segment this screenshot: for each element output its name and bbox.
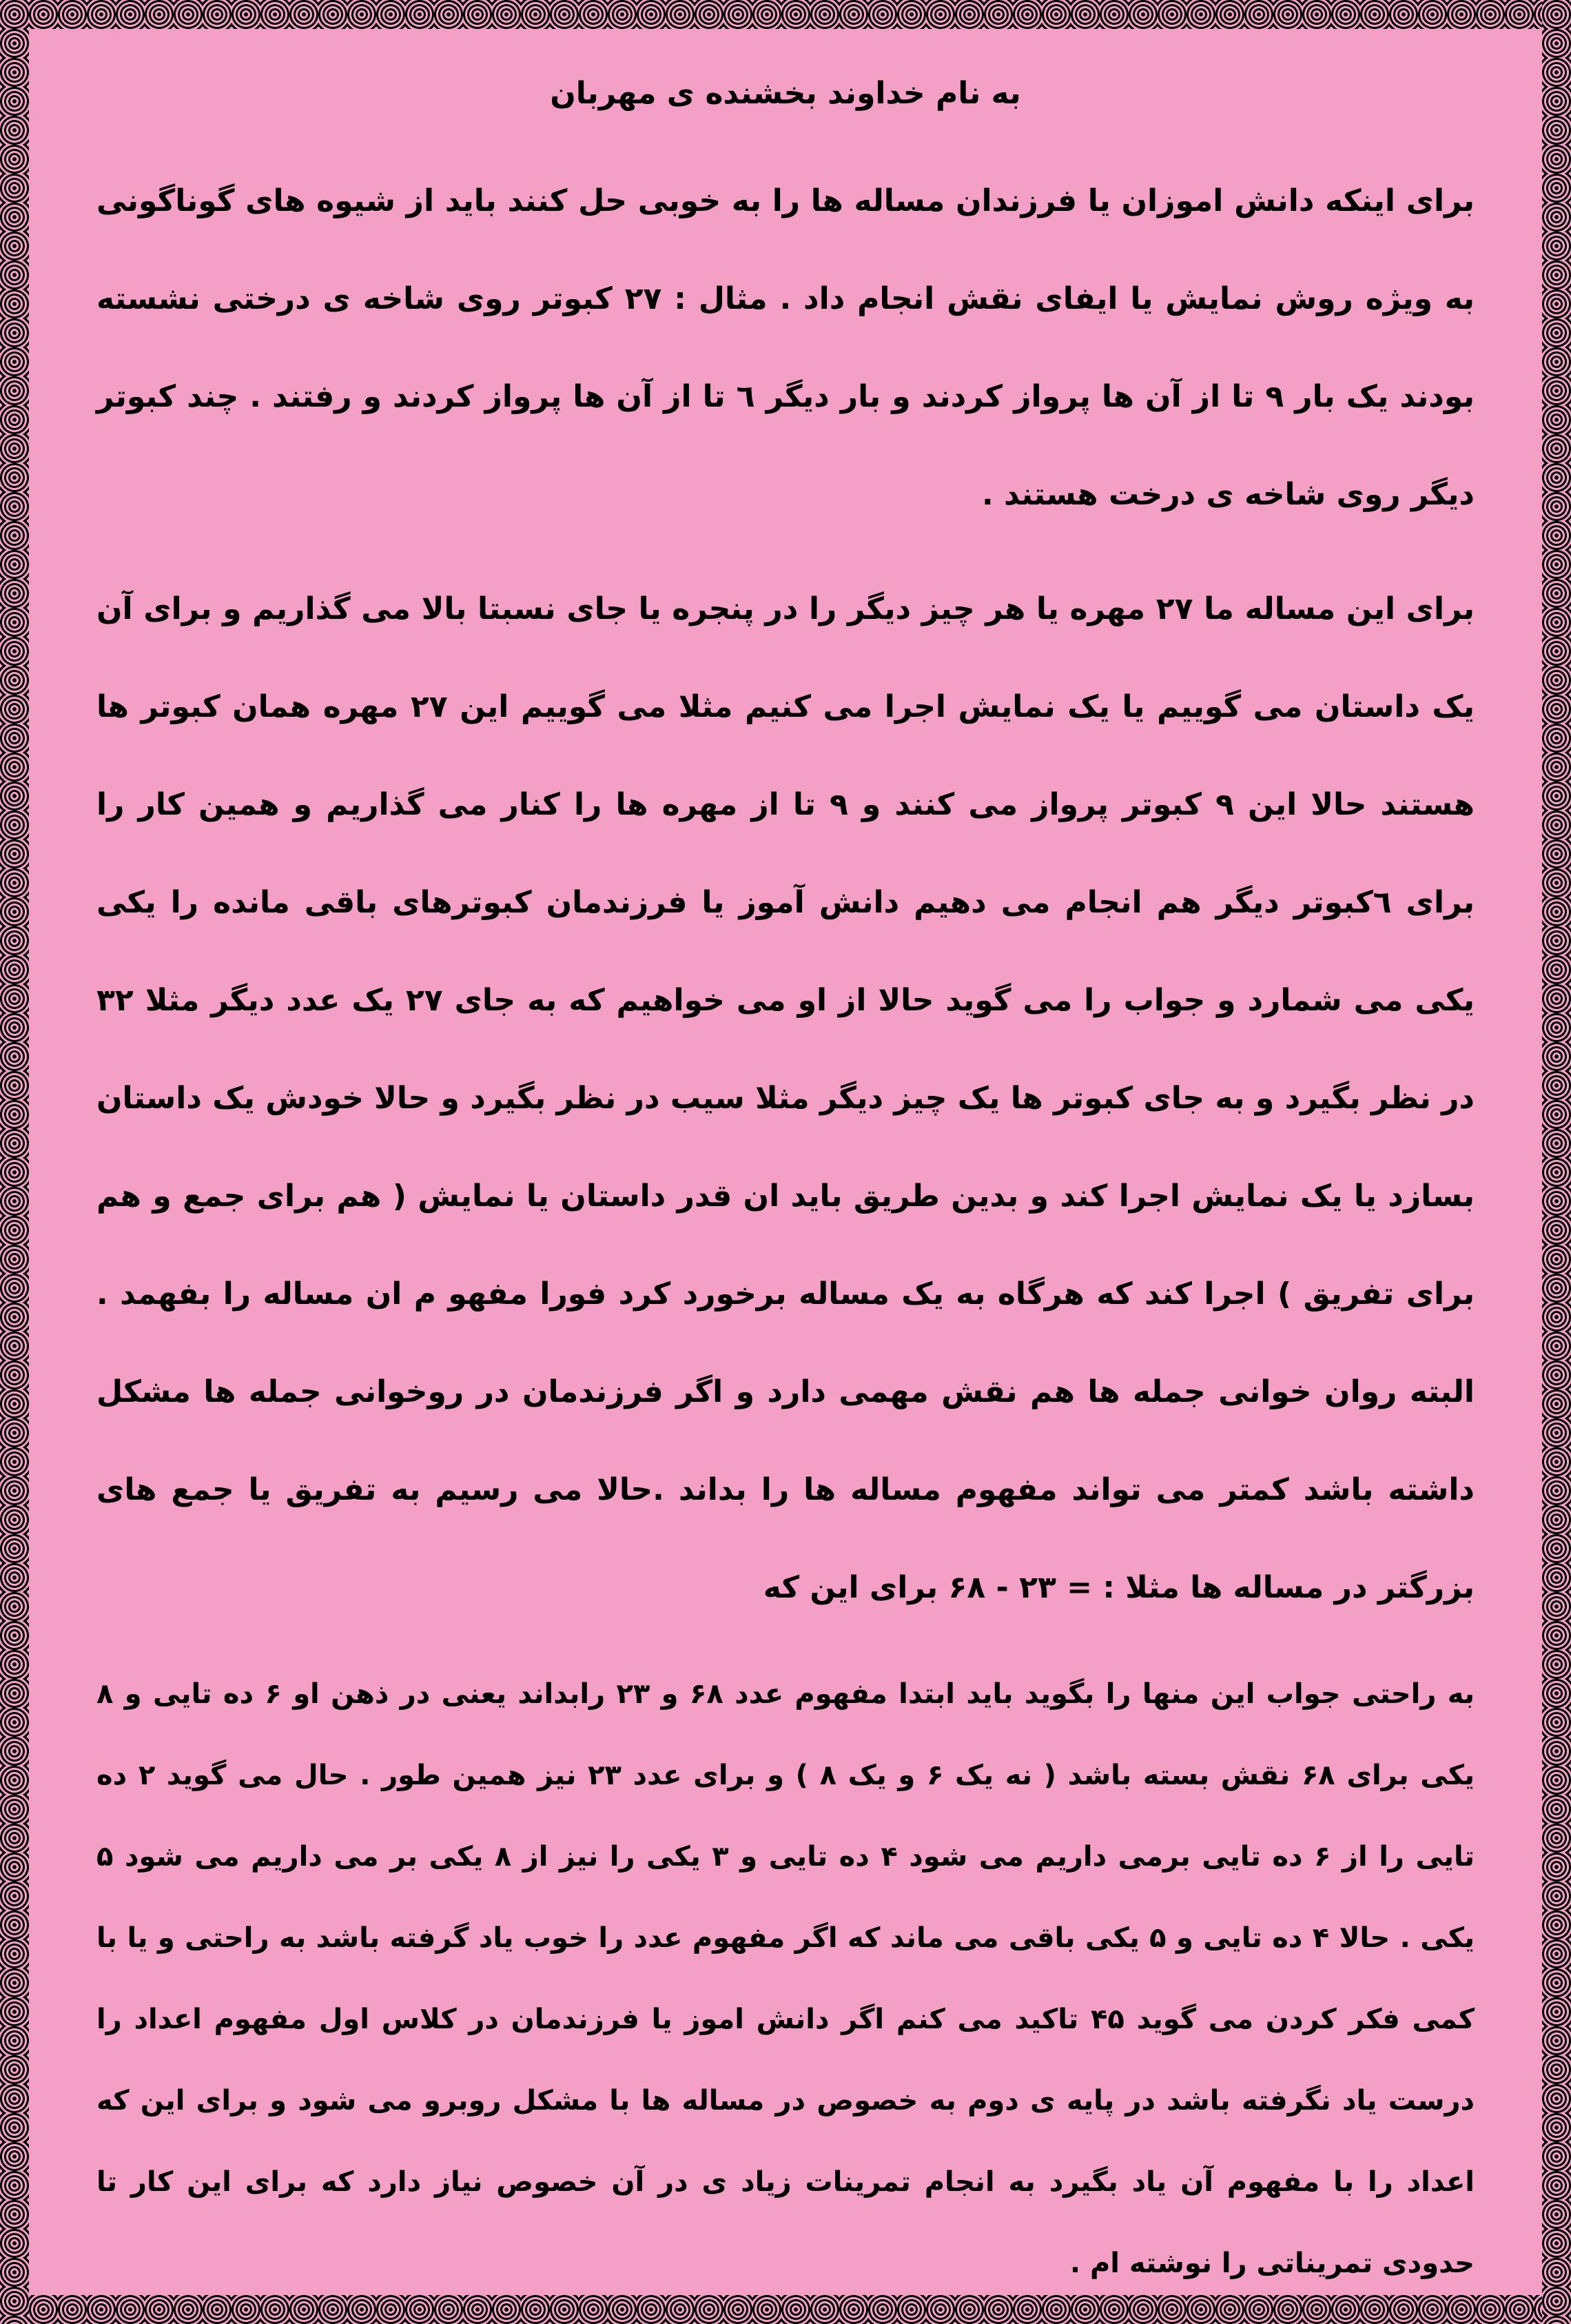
paragraph-subtraction: به راحتی جواب این منها را بگوید باید ابتدا مفهوم عدد ۶۸ و ۲۳ رابداند یعنی در ذهن او ۶ ده تایی و ۸ یکی برای ۶۸ نقش بسته باشد ( نه یک ۶ و یک ۸ ) و برای عدد ۲۳ نیز همین طور . حال می گوید ۲ ده تایی را از ۶ ده تایی برمی داریم می شود ۴ ده تایی و ۳ یکی را نیز از ۸ یکی بر می داریم می شود ۵ یکی . حالا ۴ ده تایی و ۵ یکی باقی می ماند که اگر مفهوم عدد را خوب یاد گرفته باشد به راحتی و یا با کمی فکر کردن می گوید ۴۵ تاکید می کنم اگر دانش اموز یا فرزندمان در کلاس اول مفهوم اعداد را درست یاد نگرفته باشد در پایه ی دوم به خصوص در مساله ها با مشکل روبرو می شود و برای این که اعداد را با مفهوم آن یاد بگیرد به انجام تمرینات زیاد ی در آن خصوص نیاز دارد که برای این کار تا حدودی تمریناتی را نوشته ام . [96, 1678, 1475, 2279]
paragraph-intro: برای اینکه دانش اموزان یا فرزندان مساله ها را به خوبی حل کنند باید از شیوه های گوناگونی به ویژه روش نمایش یا ایفای نقش انجام داد . مثال : ۲۷ کبوتر روی شاخه ی درختی نشسته بودند یک بار ۹ تا از آن ها پرواز کردند و بار دیگر ٦ تا از آن ها پرواز کردند و رفتند . چند کبوتر دیگر روی شاخه ی درخت هستند . [96, 183, 1475, 512]
spiral-border-icon [0, 0, 29, 2324]
paragraph-example: برای این مساله ما ۲۷ مهره یا هر چیز دیگر را در پنجره یا جای نسبتا بالا می گذاریم و برای آن یک داستان می گوییم یا یک نمایش اجرا می کنیم مثلا می گوییم این ۲۷ مهره همان کبوتر ها هستند حالا این ۹ کبوتر پرواز می کنند و ۹ تا از مهره ها را کنار می گذاریم و همین کار را برای ٦کبوتر دیگر هم انجام می دهیم دانش آموز یا فرزندمان کبوترهای باقی مانده را یکی یکی می شمارد و جواب را می گوید حالا از او می خواهیم که به جای ۲۷ یک عدد دیگر مثلا ۳۲ در نظر بگیرد و به جای کبوتر ها یک چیز دیگر مثلا سیب در نظر بگیرد و حالا خودش یک داستان بسازد یا یک نمایش اجرا کند و بدین طریق باید ان قدر داستان یا نمایش ( هم برای جمع و هم برای تفریق ) اجرا کند که هرگاه به یک مساله برخورد کرد فورا مفهو م ان مساله را بفهمد . البته روان خوانی جمله ها هم نقش مهمی دارد و اگر فرزندمان در روخوانی جمله ها مشکل داشته باشد کمتر می تواند مفهوم مساله ها را بداند .حالا می رسیم به تفریق یا جمع های بزرگتر در مساله ها مثلا : = ۲۳ - ۶۸ برای این که [96, 591, 1475, 1605]
spiral-border-icon [1542, 0, 1571, 2324]
document-body [96, 76, 1475, 2279]
page-title: به نام خداوند بخشنده ی مهربان [550, 76, 1021, 111]
spiral-border-icon [0, 0, 1571, 29]
